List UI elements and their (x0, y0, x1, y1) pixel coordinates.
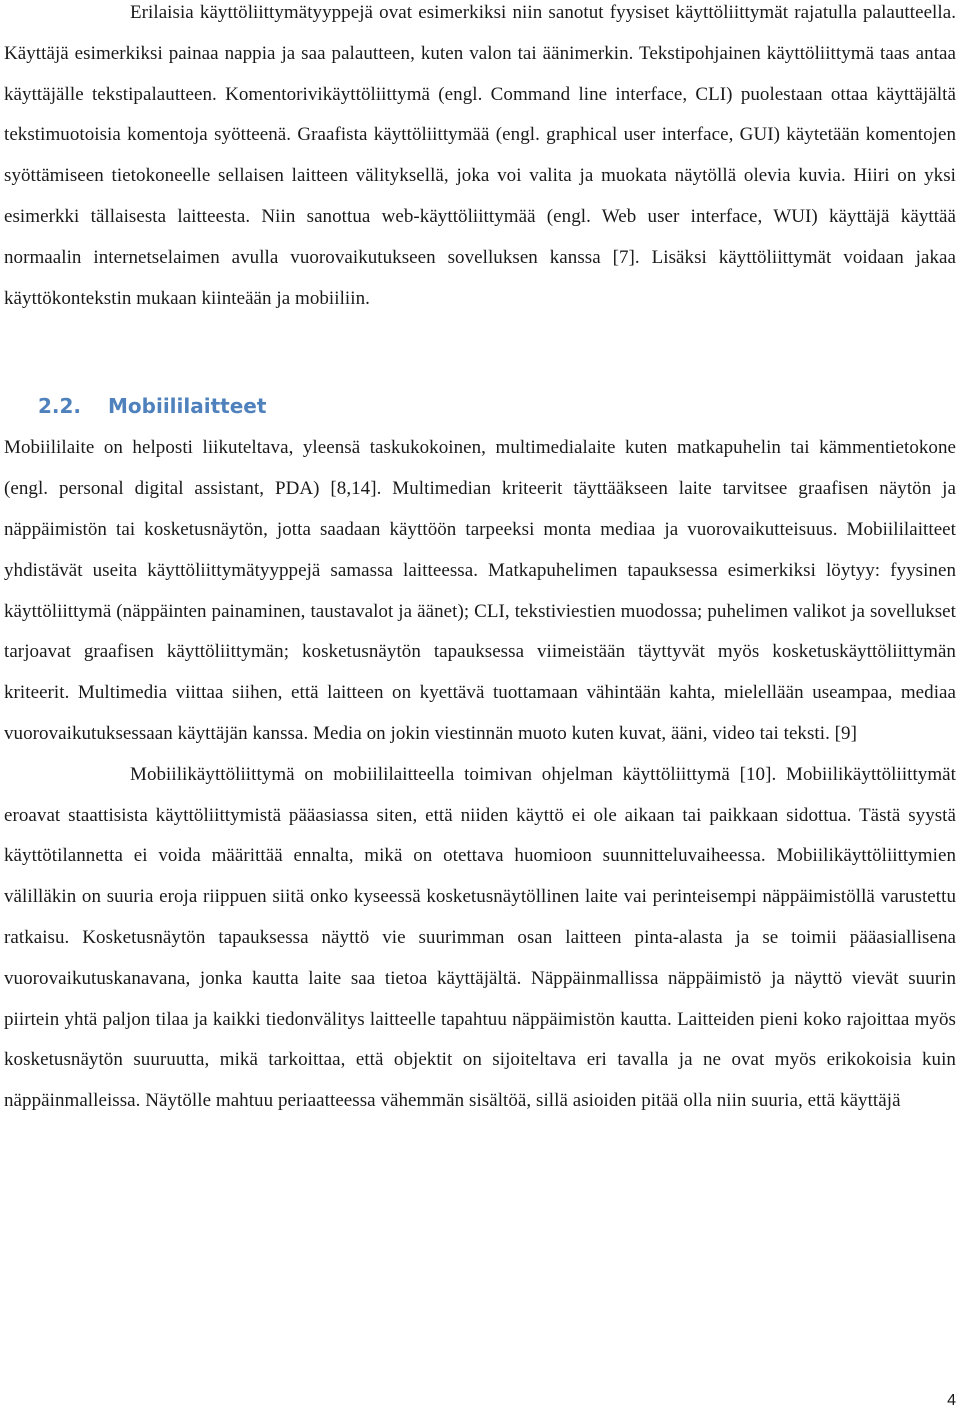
section-title: Mobiililaitteet (108, 394, 267, 419)
paragraph-mobile-devices: Mobiililaite on helposti liikuteltava, yleensä taskukokoinen, multimedialaite kuten matkapuhelin tai kämmentietokone (engl. personal digital assistant, PDA) [8,14]. Multimedian kriteerit täyttääkseen laite tarvitsee graafisen näytön ja näppäimistön tai kosketusnäytön, jotta saadaan käyttöön tarpeeksi monta mediaa ja vuorovaikutteisuus. Mobiililaitteet yhdistävät useita käyttöliittymätyyppejä samassa laitteessa. Matkapuhelimen tapauksessa esimerkiksi löytyy: fyysinen käyttöliittymä (näppäinten painaminen, taustavalot ja äänet); CLI, tekstiviestien muodossa; puhelimen valikot ja sovellukset tarjoavat graafisen käyttöliittymän; kosketusnäytön tapauksessa viimeistään täyttyvät myös kosketuskäyttöliittymän kriteerit. Multimedia viittaa siihen, että laitteen on kyettävä tuottamaan vähintään kahta, mielellään useampaa, mediaa vuorovaikutuksessaan käyttäjän kanssa. Media on jokin viestinnän muoto kuten kuvat, ääni, video tai teksti. [9] (4, 437, 956, 744)
paragraph-mobile-ui: Mobiilikäyttöliittymä on mobiililaitteella toimivan ohjelman käyttöliittymä [10]. Mobiilikäyttöliittymät eroavat staattisista käyttöliittymistä pääasiassa siten, että niiden käyttö ei ole aikaan tai paikkaan sidottua. Tästä syystä käyttötilannetta ei voida määrittää ennalta, mikä on otettava huomioon suunnitteluvaiheessa. Mobiilikäyttöliittymien välilläkin on suuria eroja riippuen siitä onko kyseessä kosketusnäytöllinen laite vai perinteisempi näppäimistöllä varustettu ratkaisu. Kosketusnäytön tapauksessa näyttö vie suurimman osan laitteen pinta-alasta ja se toimii pääasiallisena vuorovaikutuskanavana, jonka kautta laite saa tietoa käyttäjältä. Näppäinmallissa näppäimistö ja näyttö vievät suurin piirtein yhtä paljon tilaa ja kaikki tiedonvälitys laitteelle tapahtuu näppäimistön kautta. Laitteiden pieni koko rajoittaa myös kosketusnäytön suuruutta, mikä tarkoittaa, että objektit on sijoiteltava eri tavalla ja ne ovat myös erikokoisia kuin näppäinmalleissa. Näytölle mahtuu periaatteessa vähemmän sisältöä, sillä asioiden pitää olla niin suuria, että käyttäjä (4, 763, 956, 1112)
section-number: 2.2. (38, 394, 82, 419)
paragraph-ui-types: Erilaisia käyttöliittymätyyppejä ovat esimerkiksi niin sanotut fyysiset käyttöliittymät rajatulla palautteella. Käyttäjä esimerkiksi painaa nappia ja saa palautteen, kuten valon tai äänimerkin. Tekstipohjainen käyttöliittymä taas antaa käyttäjälle tekstipalautteen. Komentorivikäyttöliittymä (engl. Command line interface, CLI) puolestaan ottaa käyttäjältä tekstimuotoisia komentoja syötteenä. Graafista käyttöliittymää (engl. graphical user interface, GUI) käytetään komentojen syöttämiseen tietokoneelle sellaisen laitteen välityksellä, joka voi valita ja muokata näytöllä olevia kuvia. Hiiri on yksi esimerkki tällaisesta laitteesta. Niin sanottua web-käyttöliittymää (engl. Web user interface, WUI) käyttäjä käyttää normaalin internetselaimen avulla vuorovaikutukseen sovelluksen kanssa [7]. Lisäksi käyttöliittymät voidaan jakaa käyttökontekstin mukaan kiinteään ja mobiiliin. (4, 2, 956, 309)
section-heading (4, 386, 956, 426)
page-number: 4 (947, 1392, 956, 1409)
document-page (4, 0, 956, 1122)
